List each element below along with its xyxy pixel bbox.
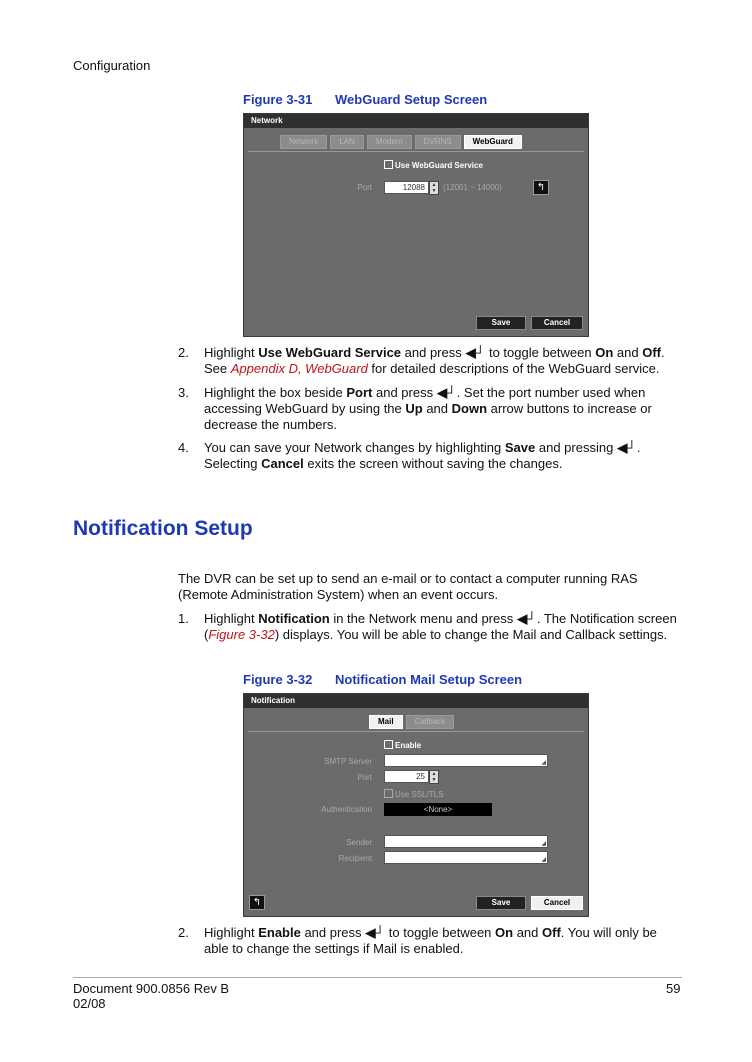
step-text: You can save your Network changes by highlighting Save and pressing ◀┘. Selecting Cancel exits the screen without saving the changes.	[204, 440, 641, 471]
tab-dvrns[interactable]: DVRNS	[415, 135, 461, 149]
footer-doc-info	[73, 981, 229, 1011]
figure-title: Notification Mail Setup Screen	[335, 672, 523, 687]
smtp-server-label: SMTP Server	[324, 757, 372, 766]
tab-divider	[248, 151, 584, 152]
save-button[interactable]: Save	[476, 896, 526, 910]
running-header: Configuration	[73, 58, 151, 73]
recipient-input[interactable]: ◢	[384, 851, 548, 864]
enter-key-icon: ◀┘	[365, 925, 385, 940]
section-title: Notification Setup	[73, 517, 253, 540]
figure-link[interactable]: Figure 3-32	[208, 627, 275, 642]
notification-tabs	[369, 715, 454, 729]
network-tabs	[280, 135, 522, 149]
cancel-button[interactable]: Cancel	[531, 316, 583, 330]
step-number: 4.	[178, 440, 189, 455]
tab-divider	[248, 731, 584, 732]
appendix-link[interactable]: Appendix D, WebGuard	[230, 361, 368, 376]
document-date: 02/08	[73, 996, 106, 1011]
tab-callback[interactable]: Callback	[406, 715, 455, 729]
figure-number: Figure 3-32	[243, 672, 313, 687]
tab-lan[interactable]: LAN	[330, 135, 364, 149]
port-spinner[interactable]: ▲ ▼	[429, 181, 439, 195]
step-text: Highlight Enable and press ◀┘ to toggle between On and Off. You will only be able to change the settings if Mail is enabled.	[204, 925, 657, 956]
footer-rule	[73, 977, 682, 978]
window-title: Notification	[244, 694, 588, 708]
use-webguard-checkbox[interactable]	[384, 160, 483, 170]
figure-title: WebGuard Setup Screen	[335, 92, 488, 107]
intro-paragraph: The DVR can be set up to send an e-mail or to contact a computer running RAS (Remote Administration System) when an event occurs.	[178, 571, 638, 602]
checkbox-icon	[384, 160, 393, 169]
notification-mail-screen	[243, 693, 589, 917]
save-button[interactable]: Save	[476, 316, 526, 330]
enter-key-icon: ◀┘	[465, 345, 485, 360]
page-number: 59	[666, 981, 681, 996]
webguard-setup-screen	[243, 113, 589, 337]
sender-input[interactable]: ◢	[384, 835, 548, 848]
ssl-tls-checkbox[interactable]	[384, 789, 443, 799]
tab-webguard[interactable]: WebGuard	[464, 135, 522, 149]
return-icon[interactable]: ↰	[533, 180, 549, 195]
enable-checkbox[interactable]	[384, 740, 421, 750]
authentication-select[interactable]: <None>	[384, 803, 492, 816]
step-text: Highlight Use WebGuard Service and press ◀┘ to toggle between On and Off. See Appendix D, WebGuard for detailed descriptions of the WebGuard service.	[204, 345, 665, 376]
cancel-button[interactable]: Cancel	[531, 896, 583, 910]
smtp-server-input[interactable]: ◢	[384, 754, 548, 767]
window-title: Network	[244, 114, 588, 128]
port-label: Port	[357, 183, 372, 192]
figure-caption-3-32	[243, 672, 522, 687]
step-number: 2.	[178, 345, 189, 360]
step-3-port	[178, 385, 678, 433]
recipient-label: Recipient	[338, 854, 372, 863]
authentication-label: Authentication	[321, 805, 372, 814]
mail-port-input[interactable]: 25	[384, 770, 429, 783]
step-text: Highlight the box beside Port and press ◀┘. Set the port number used when accessing WebGuard by using the Up and Down arrow buttons to increase or decrease the numbers.	[204, 385, 652, 432]
enter-key-icon: ◀┘	[617, 440, 637, 455]
step-2-webguard	[178, 345, 678, 377]
step-text: Highlight Notification in the Network menu and press ◀┘. The Notification screen (Figure 3-32) displays. You will be able to change the Mail and Callback settings.	[204, 611, 677, 642]
return-icon[interactable]: ↰	[249, 895, 265, 910]
step-number: 1.	[178, 611, 189, 626]
step-1-notification	[178, 611, 678, 643]
mail-port-spinner[interactable]: ▲ ▼	[429, 770, 439, 784]
checkbox-icon	[384, 740, 393, 749]
checkbox-label: Use WebGuard Service	[395, 161, 483, 170]
figure-number: Figure 3-31	[243, 92, 313, 107]
checkbox-icon	[384, 789, 393, 798]
enter-key-icon: ◀┘	[437, 385, 457, 400]
document-number: Document 900.0856 Rev B	[73, 981, 230, 996]
tab-mail[interactable]: Mail	[369, 715, 403, 729]
step-4-save	[178, 440, 678, 472]
port-range: (12001 ~ 14000)	[443, 183, 502, 192]
tab-modem[interactable]: Modem	[367, 135, 412, 149]
sender-label: Sender	[346, 838, 372, 847]
step-number: 3.	[178, 385, 189, 400]
ssl-tls-label: Use SSL/TLS	[395, 790, 444, 799]
enter-key-icon: ◀┘	[517, 611, 537, 626]
enable-label: Enable	[395, 741, 422, 750]
mail-port-label: Port	[357, 773, 372, 782]
figure-caption-3-31	[243, 92, 487, 107]
tab-network[interactable]: Network	[280, 135, 327, 149]
step-number: 2.	[178, 925, 189, 940]
port-input[interactable]: 12088	[384, 181, 429, 194]
step-2-enable	[178, 925, 678, 957]
